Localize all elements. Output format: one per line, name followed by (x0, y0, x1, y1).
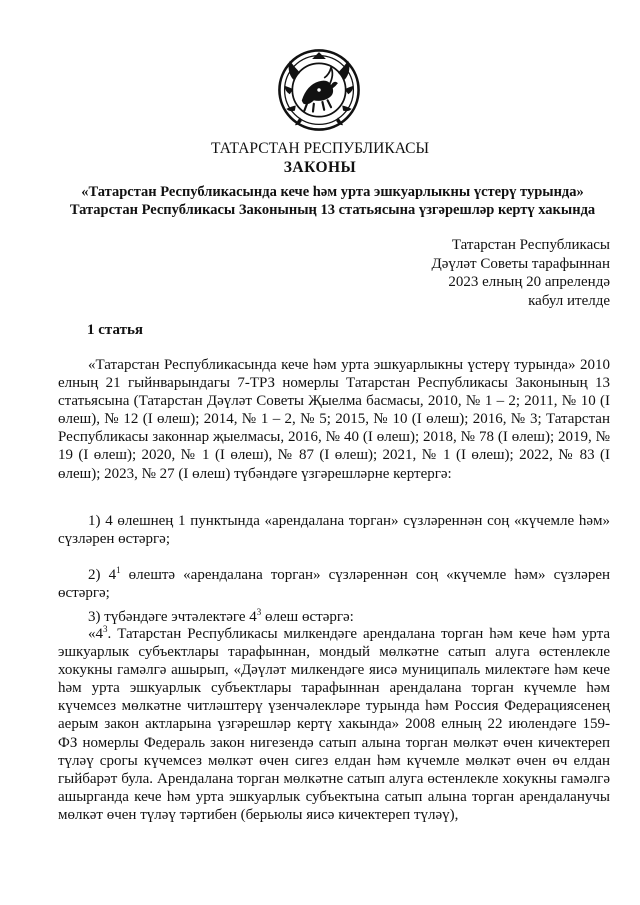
adoption-line-2: Дәүләт Советы тарафыннан (431, 255, 610, 272)
item-2-prefix: 2) 4 (88, 567, 117, 583)
quote-prefix: «4 (88, 626, 103, 642)
intro-paragraph: «Татарстан Республикасында кече һәм урта эшкуарлыкны үстерү турында» 2010 елның 21 гыйнварындагы 7-ТРЗ номерлы Татарстан Республикасы Законының 13 статьясына (Татарстан Дәүләт Советы Җыелма басмасы, 2010, № 1 – 2; 2011, № 10 (I өлеш), № 12 (I өлеш); 2014, № 1 – 2, № 5; 2015, № 10 (I өлеш); 2016, № 3; Татарстан Республикасы законнар җыелмасы, 2016, № 40 (I өлеш); 2018, № 78 (I өлеш); 2019, № 19 (I өлеш); 2020, № 1 (I өлеш), № 87 (I өлеш); 2021, № 1 (I өлеш); 2022, № 83 (I өлеш); 2023, № 27 (I өлеш) түбәндәге үзгәрешләрне кертергә: (58, 357, 610, 482)
quote-text: . Татарстан Республикасы милкендәге арендалана торган һәм кече һәм урта эшкуарлык субъектлары тарафыннан, мондый мөлкәтне сатып алуга өстенлекле хокукны гамәлгә ашырып, «Дәүләт милкендәге яисә муниципаль милектәге һәм кече һәм урта эшкуарлык субъектлары тарафыннан арендалана торган күчемле һәм күчемсез мөлкәтне читләштерү үзенчәлекләре турында һәм Россия Федерациясенең аерым закон актларына үзгәрешләр кертү хакында» 2008 елның 22 июлендәге 159- ФЗ номерлы Федераль закон нигезендә сатып алына торган мөлкәт өчен кичектереп түләү срогы күчемсез мөлкәт өчен сигез елдан һәм күчемле мөлкәт өчен өч елдан гыйбарәт була. Арендалана торган мөлкәтне сатып алуга өстенлекле хокукны гамәлгә ашырганда кече һәм урта эшкуарлык субъектына сатып алына торган арендаланучы мөлкәт өчен түләү тәртибен (берьюлы яисә кичектереп түләү), (58, 626, 610, 823)
quoted-new-part (58, 625, 610, 824)
law-title (40, 183, 625, 219)
amendment-item-2 (58, 566, 610, 602)
republic-heading: ТАТАРСТАН РЕСПУБЛИКАСЫ (211, 140, 429, 157)
adoption-line-4: кабул ителде (528, 292, 610, 309)
adoption-block (432, 236, 610, 310)
item-2-text: өлештә «арендалана торган» сүзләреннән соң «күчемле һәм» сүзләрен өстәргә; (58, 567, 611, 602)
amendment-item-1: 1) 4 өлешнең 1 пунктында «арендалана торган» сүзләреннән соң «күчемле һәм» сүзләрен өстәргә; (58, 513, 610, 548)
item-3-superscript: 3 (256, 607, 262, 617)
article-heading: 1 статья (87, 322, 143, 338)
amendment-item-3 (58, 608, 610, 626)
law-title-line-2: Татарстан Республикасы Законының 13 статьясына үзгәрешләр кертү хакында (69, 202, 596, 218)
adoption-line-1: Татарстан Республикасы (451, 237, 610, 253)
law-title-line-1: «Татарстан Республикасында кече һәм урта эшкуарлыкны үстерү турында» (81, 184, 584, 200)
coat-of-arms-emblem (276, 47, 362, 133)
adoption-line-3: 2023 елның 20 апрелендә (448, 274, 610, 290)
law-heading: ЗАКОНЫ (283, 159, 357, 176)
item-3-prefix: 3) түбәндәге эчтәлектәге 4 (88, 609, 257, 625)
item-2-superscript: 1 (116, 565, 121, 575)
quote-superscript: 3 (103, 624, 108, 634)
item-3-text: өлеш өстәргә: (261, 609, 354, 625)
